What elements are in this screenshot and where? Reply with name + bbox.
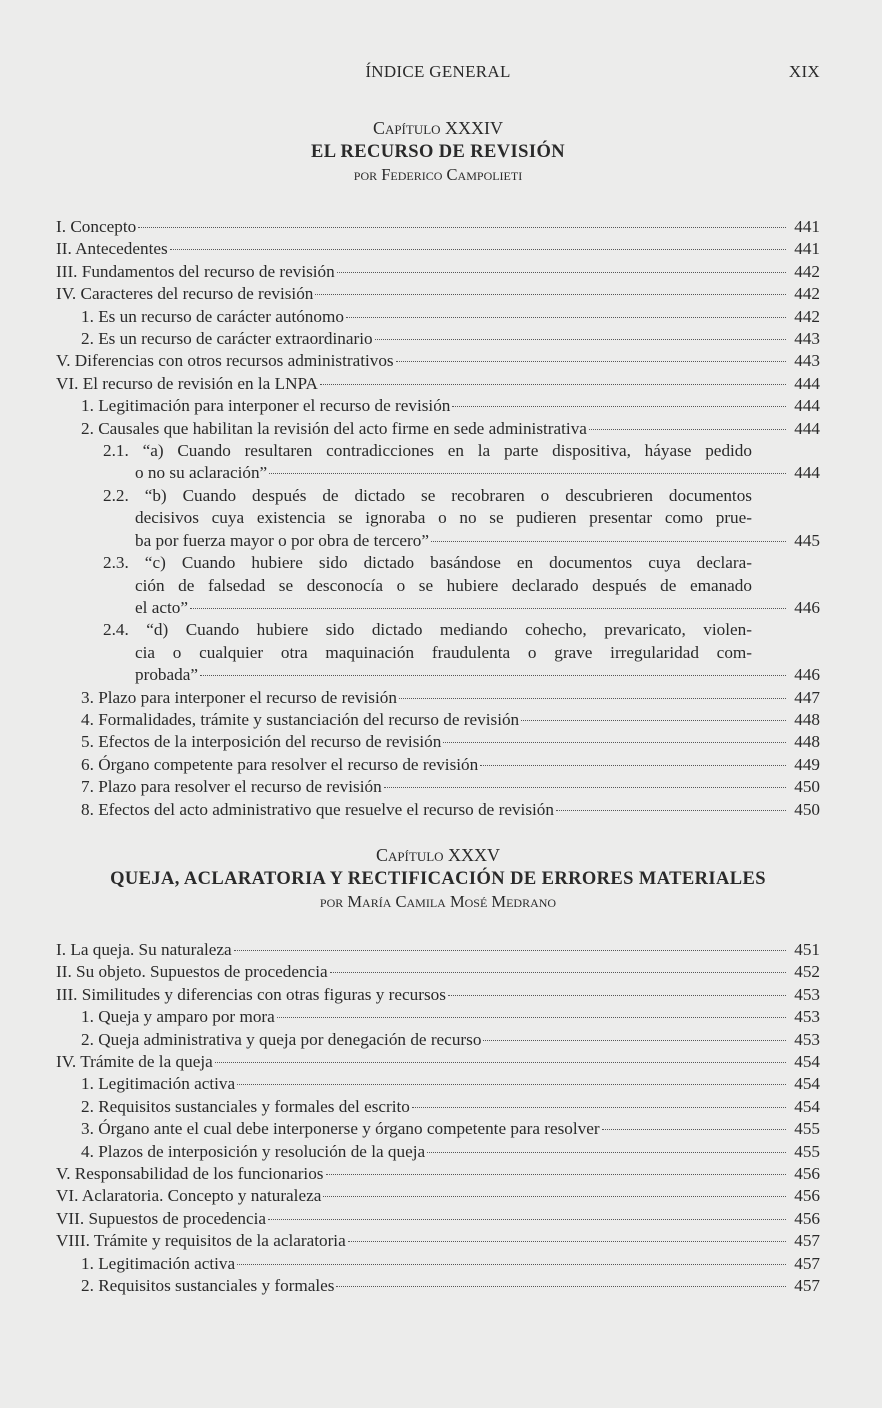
toc-entry: V. Responsabilidad de los funcionarios 456 [56, 1164, 820, 1184]
toc-entry-multiline: 2.3. “c) Cuando hubiere sido dictado basándose en documentos cuya declara- ción de falsedad se desconocía o se hubiere declarado después de emanado el acto” 446 [103, 553, 820, 617]
chapter-title: EL RECURSO DE REVISIÓN [311, 142, 565, 162]
chapter-label: Capítulo XXXIV [372, 118, 504, 138]
toc-entry: VI. El recurso de revisión en la LNPA 444 [56, 373, 820, 393]
toc-entry: 2. Requisitos sustanciales y formales 457 [81, 1276, 820, 1296]
page-number: XIX [788, 62, 820, 81]
toc-entry: IV. Trámite de la queja 454 [56, 1052, 820, 1072]
running-header-title: ÍNDICE GENERAL [365, 62, 511, 81]
toc-entry: 2. Queja administrativa y queja por denegación de recurso 453 [81, 1029, 820, 1049]
toc-entry: 4. Plazos de interposición y resolución de la queja 455 [81, 1141, 820, 1161]
toc-entry: 1. Queja y amparo por mora 453 [81, 1007, 820, 1027]
toc-entry: 6. Órgano competente para resolver el recurso de revisión 449 [81, 754, 820, 774]
toc-entry: III. Similitudes y diferencias con otras figuras y recursos 453 [56, 984, 820, 1004]
toc-entry-multiline: 2.2. “b) Cuando después de dictado se recobraren o descubrieren documentos decisivos cuya existencia se ignoraba o no se pudieren presentar como prue- ba por fuerza mayor o por obra de tercero” 445 [103, 485, 820, 550]
chapter-author: por Federico Campolieti [353, 165, 523, 184]
toc-entry: I. Concepto 441 [56, 217, 820, 236]
toc-entry: VIII. Trámite y requisitos de la aclaratoria 457 [56, 1231, 820, 1251]
toc-entry-multiline: 2.1. “a) Cuando resultaren contradicciones en la parte dispositiva, háyase pedido o no su aclaración” 444 [103, 441, 820, 483]
toc-entry: VI. Aclaratoria. Concepto y naturaleza 456 [56, 1186, 820, 1206]
toc-entry: 3. Plazo para interponer el recurso de revisión 447 [81, 687, 820, 707]
chapter-author: por María Camila Mosé Medrano [319, 892, 557, 911]
toc-entry: III. Fundamentos del recurso de revisión 442 [56, 261, 820, 281]
toc-entry-multiline: 2.4. “d) Cuando hubiere sido dictado mediando cohecho, prevaricato, violen- cia o cualquier otra maquinación fraudulenta o grave irregularidad com- probada” 446 [103, 620, 820, 685]
toc-entry: 2. Requisitos sustanciales y formales del escrito 454 [81, 1096, 820, 1116]
chapter-35-heading [56, 843, 820, 913]
toc-entry: 8. Efectos del acto administrativo que resuelve el recurso de revisión 450 [81, 799, 820, 819]
toc-entry: VII. Supuestos de procedencia 456 [56, 1208, 820, 1228]
toc-entry: I. La queja. Su naturaleza 451 [56, 940, 820, 959]
chapter-34-toc [56, 216, 820, 821]
toc-entry: 5. Efectos de la interposición del recurso de revisión 448 [81, 732, 820, 752]
toc-entry: 3. Órgano ante el cual debe interponerse y órgano competente para resolver 455 [81, 1119, 820, 1139]
chapter-35-toc [56, 939, 820, 1298]
toc-entry: 1. Es un recurso de carácter autónomo 442 [81, 306, 820, 326]
chapter-34-heading [56, 116, 820, 186]
toc-entry: 7. Plazo para resolver el recurso de revisión 450 [81, 777, 820, 797]
toc-entry: 2. Causales que habilitan la revisión del acto firme en sede administrativa 444 [81, 418, 820, 438]
toc-entry: 4. Formalidades, trámite y sustanciación del recurso de revisión 448 [81, 709, 820, 729]
chapter-title: QUEJA, ACLARATORIA Y RECTIFICACIÓN DE ERRORES MATERIALES [110, 869, 766, 889]
toc-entry: II. Su objeto. Supuestos de procedencia 452 [56, 962, 820, 982]
toc-entry: 1. Legitimación activa 457 [81, 1253, 820, 1273]
chapter-label: Capítulo XXXV [375, 845, 501, 865]
toc-entry: V. Diferencias con otros recursos administrativos 443 [56, 351, 820, 371]
toc-entry: 2. Es un recurso de carácter extraordinario 443 [81, 329, 820, 349]
toc-entry: IV. Caracteres del recurso de revisión 442 [56, 284, 820, 304]
toc-entry: II. Antecedentes 441 [56, 239, 820, 259]
toc-entry: 1. Legitimación activa 454 [81, 1074, 820, 1094]
toc-entry: 1. Legitimación para interponer el recurso de revisión 444 [81, 396, 820, 416]
